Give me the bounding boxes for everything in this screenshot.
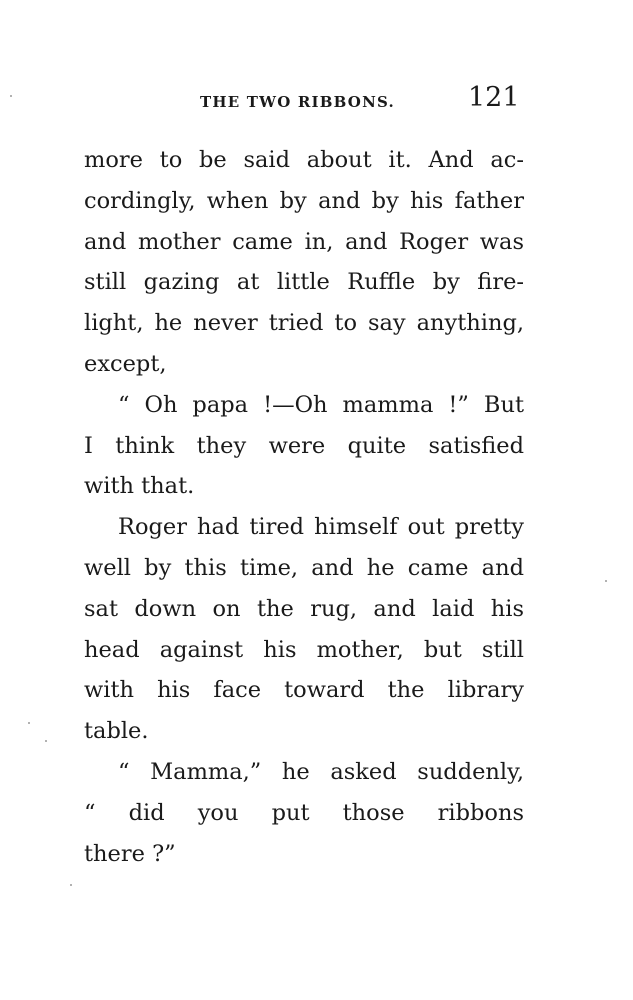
text-line: cordingly, when by and by his father [84, 187, 524, 214]
paper-speck [28, 722, 30, 724]
text-line: except, [84, 350, 167, 377]
text-line: “ Oh papa !—Oh mamma !” But [118, 391, 524, 418]
text-line: light, he never tried to say anything, [84, 310, 524, 337]
running-title: THE TWO RIBBONS. [200, 93, 395, 111]
paper-speck [45, 740, 47, 742]
text-line: “ did you put those ribbons [84, 799, 524, 826]
text-line: with his face toward the library [84, 677, 524, 704]
text-line: “ Mamma,” he asked suddenly, [118, 758, 524, 785]
text-line: still gazing at little Ruffle by fire- [84, 269, 524, 296]
text-line: well by this time, and he came and [84, 554, 524, 581]
text-line: there ?” [84, 840, 176, 867]
page-number: 121 [468, 82, 520, 113]
paper-speck [70, 884, 72, 886]
paper-speck [10, 95, 12, 97]
text-line: head against his mother, but still [84, 636, 524, 663]
text-line: Roger had tired himself out pretty [118, 514, 524, 541]
text-line: and mother came in, and Roger was [84, 228, 524, 255]
text-line: with that. [84, 473, 195, 500]
paper-speck [605, 580, 607, 582]
text-line: more to be said about it. And ac- [84, 147, 524, 173]
text-line: sat down on the rug, and laid his [84, 595, 524, 622]
text-line: table. [84, 718, 149, 745]
body-text [84, 140, 524, 874]
running-head [0, 82, 633, 122]
text-line: I think they were quite satisfied [84, 432, 524, 459]
